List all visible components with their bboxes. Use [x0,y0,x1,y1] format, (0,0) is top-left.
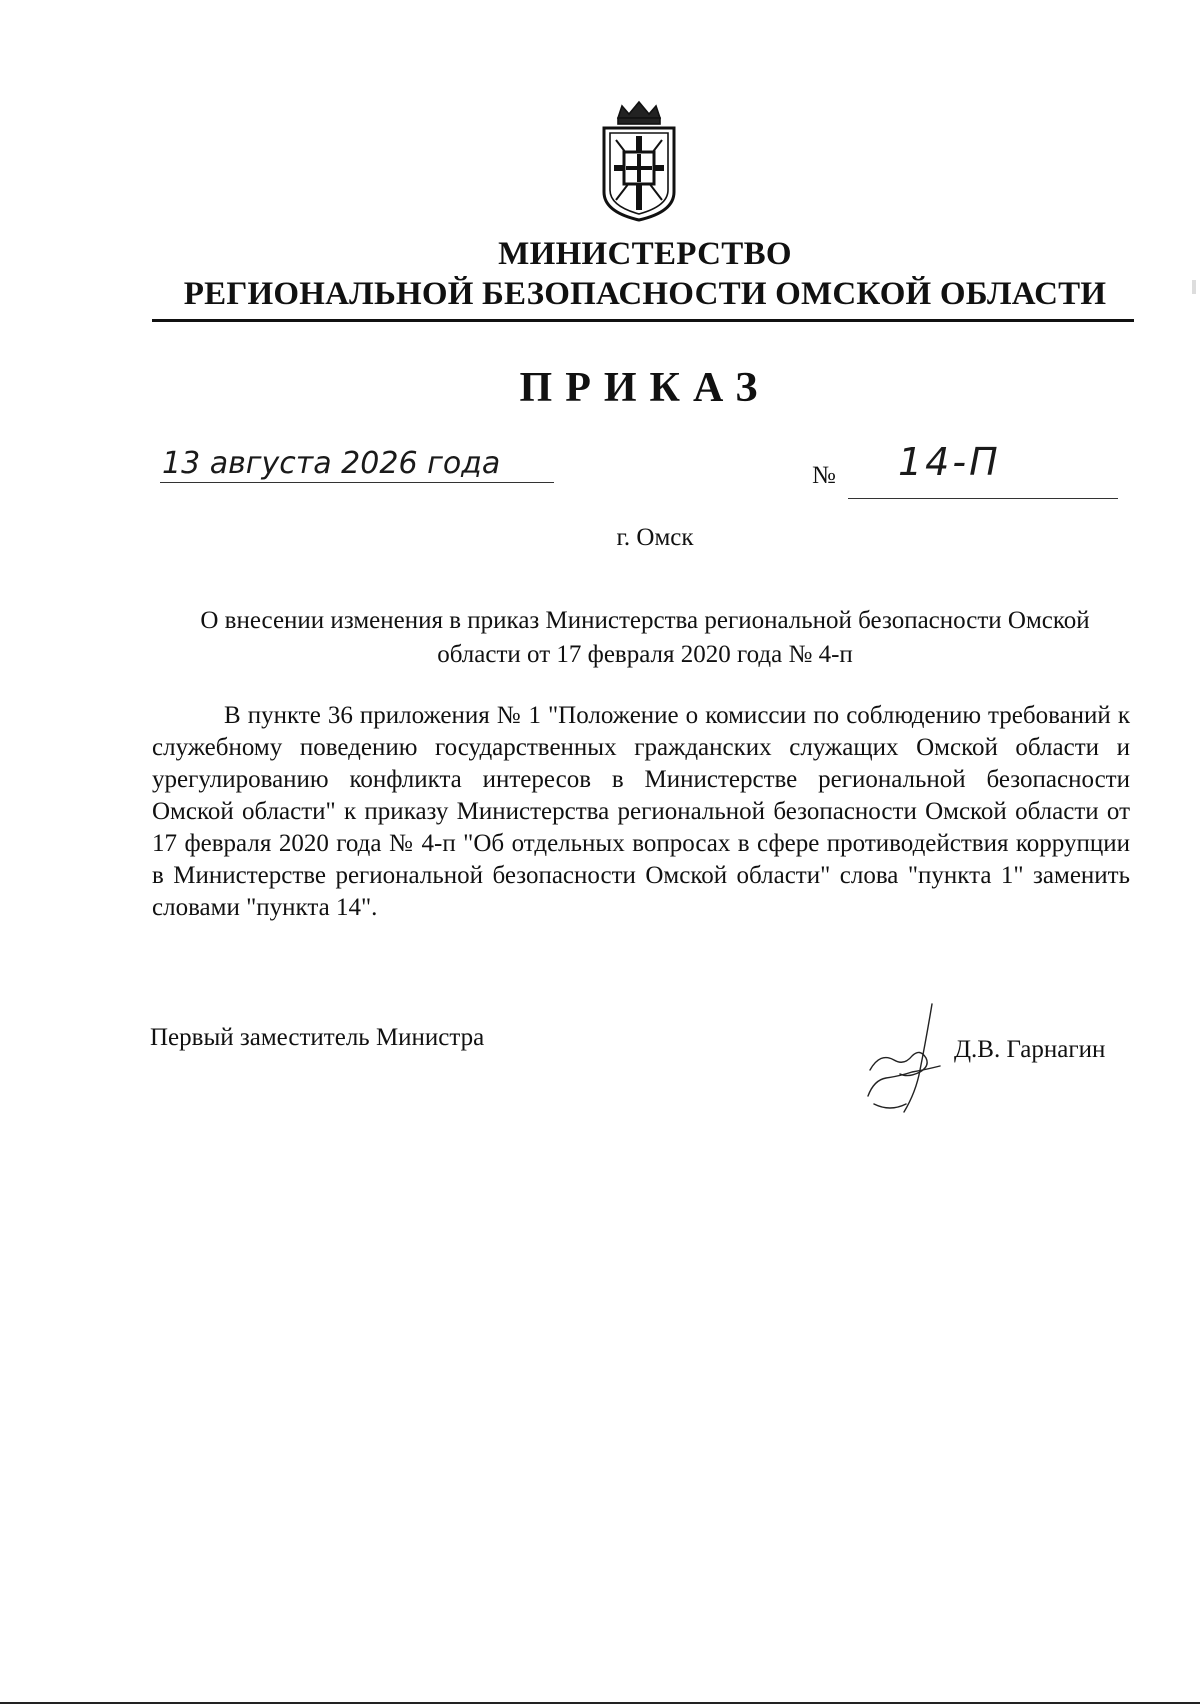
ministry-title-line2: РЕГИОНАЛЬНОЙ БЕЗОПАСНОСТИ ОМСКОЙ ОБЛАСТИ [183,276,1107,312]
document-date: 13 августа 2026 года [162,446,501,481]
number-underline [848,498,1118,499]
scan-mark [1192,280,1196,294]
document-type-heading: ПРИКАЗ [519,365,771,411]
coat-of-arms-emblem [596,100,682,222]
document-number: 14-П [898,440,1001,484]
document-subject: О внесении изменения в приказ Министерства региональной безопасности Омской области от 17 февраля 2020 года № 4-п [200,607,1090,668]
handwritten-signature [860,1000,960,1120]
header-rule [152,319,1134,322]
date-underline [160,482,554,483]
signer-title: Первый заместитель Министра [150,1024,485,1051]
signer-name: Д.В. Гарнагин [954,1036,1106,1063]
document-city: г. Омск [616,524,694,551]
number-sign: № [812,462,836,489]
page-bottom-edge [0,1702,1200,1704]
document-body: В пункте 36 приложения № 1 "Положение о комиссии по соблюдению требований к служебному поведению государственных гражданских служащих Омской области и урегулированию конфликта интересов в Министерстве региональной безопасности Омской области" к приказу Министерства региональной безопасности Омской области от 17 февраля 2020 года № 4-п "Об отдельных вопросах в сфере противодействия коррупции в Министерстве региональной безопасности Омской области" слова "пункта 1" заменить словами "пункта 14". [152,702,1130,921]
ministry-title-line1: МИНИСТЕРСТВО [498,236,792,272]
